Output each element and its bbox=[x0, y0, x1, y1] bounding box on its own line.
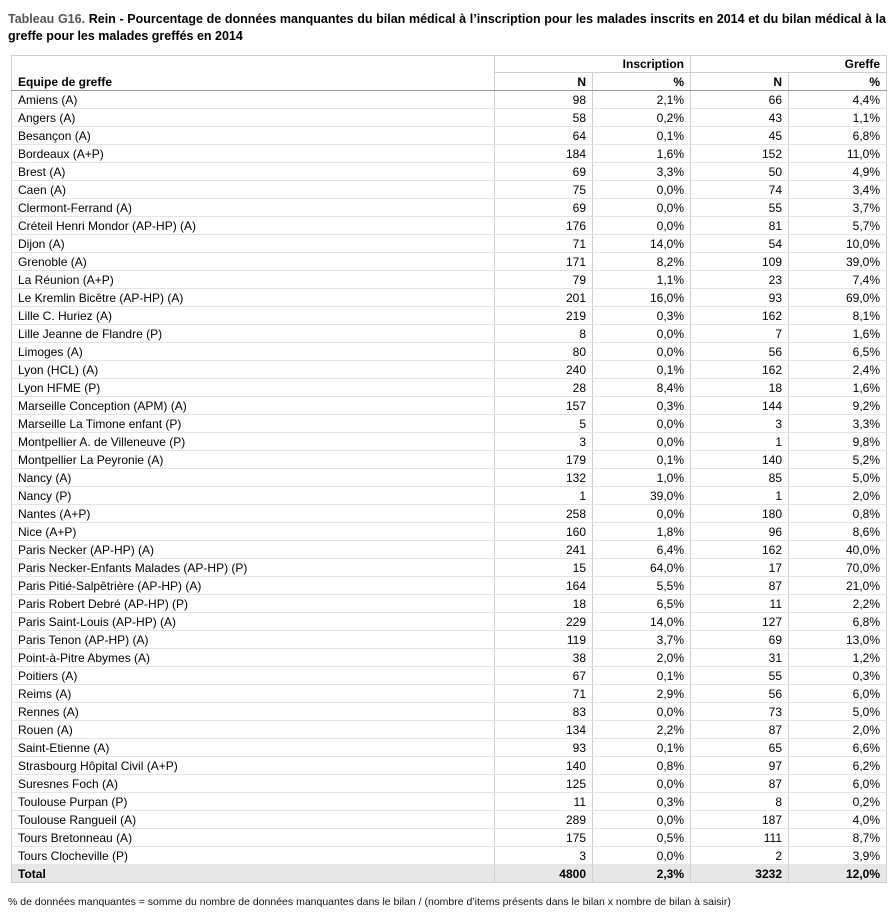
inscription-n-cell: 184 bbox=[495, 145, 593, 163]
greffe-pct-cell: 11,0% bbox=[789, 145, 887, 163]
greffe-n-cell: 1 bbox=[691, 487, 789, 505]
greffe-n-cell: 87 bbox=[691, 577, 789, 595]
greffe-pct-cell: 1,1% bbox=[789, 109, 887, 127]
inscription-pct-cell: 0,0% bbox=[593, 433, 691, 451]
greffe-n-cell: 87 bbox=[691, 775, 789, 793]
greffe-n-header: N bbox=[691, 73, 789, 91]
greffe-pct-cell: 4,0% bbox=[789, 811, 887, 829]
table-title bbox=[8, 11, 886, 45]
inscription-n-cell: 134 bbox=[495, 721, 593, 739]
greffe-n-cell: 69 bbox=[691, 631, 789, 649]
greffe-n-cell: 152 bbox=[691, 145, 789, 163]
table-row bbox=[12, 505, 887, 523]
team-name-cell: Amiens (A) bbox=[12, 91, 495, 109]
total-inscription-n: 4800 bbox=[495, 865, 593, 883]
team-name-cell: Angers (A) bbox=[12, 109, 495, 127]
team-name-cell: Tours Bretonneau (A) bbox=[12, 829, 495, 847]
team-name-cell: La Réunion (A+P) bbox=[12, 271, 495, 289]
greffe-n-cell: 56 bbox=[691, 343, 789, 361]
inscription-n-cell: 11 bbox=[495, 793, 593, 811]
table-row bbox=[12, 271, 887, 289]
inscription-n-cell: 98 bbox=[495, 91, 593, 109]
table-row bbox=[12, 487, 887, 505]
greffe-n-cell: 87 bbox=[691, 721, 789, 739]
team-name-cell: Paris Necker (AP-HP) (A) bbox=[12, 541, 495, 559]
inscription-n-cell: 1 bbox=[495, 487, 593, 505]
inscription-pct-cell: 6,4% bbox=[593, 541, 691, 559]
inscription-pct-cell: 0,0% bbox=[593, 505, 691, 523]
inscription-n-cell: 3 bbox=[495, 433, 593, 451]
inscription-pct-cell: 16,0% bbox=[593, 289, 691, 307]
inscription-pct-cell: 0,1% bbox=[593, 451, 691, 469]
inscription-pct-cell: 14,0% bbox=[593, 235, 691, 253]
greffe-pct-cell: 6,6% bbox=[789, 739, 887, 757]
greffe-n-cell: 31 bbox=[691, 649, 789, 667]
greffe-pct-cell: 8,6% bbox=[789, 523, 887, 541]
team-name-cell: Paris Necker-Enfants Malades (AP-HP) (P) bbox=[12, 559, 495, 577]
team-name-cell: Paris Tenon (AP-HP) (A) bbox=[12, 631, 495, 649]
inscription-n-cell: 132 bbox=[495, 469, 593, 487]
team-column-header: Equipe de greffe bbox=[12, 56, 495, 91]
team-name-cell: Poitiers (A) bbox=[12, 667, 495, 685]
greffe-pct-cell: 4,9% bbox=[789, 163, 887, 181]
table-row bbox=[12, 325, 887, 343]
greffe-pct-cell: 6,8% bbox=[789, 127, 887, 145]
greffe-pct-cell: 0,3% bbox=[789, 667, 887, 685]
inscription-n-cell: 241 bbox=[495, 541, 593, 559]
greffe-pct-cell: 9,8% bbox=[789, 433, 887, 451]
team-name-cell: Strasbourg Hôpital Civil (A+P) bbox=[12, 757, 495, 775]
table-row bbox=[12, 343, 887, 361]
inscription-n-cell: 119 bbox=[495, 631, 593, 649]
inscription-n-cell: 125 bbox=[495, 775, 593, 793]
team-name-cell: Paris Robert Debré (AP-HP) (P) bbox=[12, 595, 495, 613]
inscription-pct-cell: 1,1% bbox=[593, 271, 691, 289]
total-row bbox=[12, 865, 887, 883]
inscription-n-cell: 201 bbox=[495, 289, 593, 307]
inscription-n-cell: 3 bbox=[495, 847, 593, 865]
greffe-n-cell: 96 bbox=[691, 523, 789, 541]
table-row bbox=[12, 847, 887, 865]
inscription-pct-cell: 2,0% bbox=[593, 649, 691, 667]
table-row bbox=[12, 721, 887, 739]
greffe-n-cell: 8 bbox=[691, 793, 789, 811]
table-row bbox=[12, 253, 887, 271]
greffe-n-cell: 45 bbox=[691, 127, 789, 145]
table-row bbox=[12, 595, 887, 613]
table-row bbox=[12, 289, 887, 307]
greffe-pct-cell: 8,7% bbox=[789, 829, 887, 847]
inscription-pct-cell: 0,1% bbox=[593, 127, 691, 145]
table-row bbox=[12, 451, 887, 469]
team-name-cell: Limoges (A) bbox=[12, 343, 495, 361]
inscription-n-cell: 64 bbox=[495, 127, 593, 145]
inscription-n-cell: 289 bbox=[495, 811, 593, 829]
table-row bbox=[12, 361, 887, 379]
inscription-pct-cell: 39,0% bbox=[593, 487, 691, 505]
inscription-pct-cell: 1,8% bbox=[593, 523, 691, 541]
greffe-n-cell: 140 bbox=[691, 451, 789, 469]
inscription-pct-cell: 0,5% bbox=[593, 829, 691, 847]
team-name-cell: Point-à-Pitre Abymes (A) bbox=[12, 649, 495, 667]
team-name-cell: Reims (A) bbox=[12, 685, 495, 703]
greffe-pct-cell: 6,8% bbox=[789, 613, 887, 631]
greffe-n-cell: 7 bbox=[691, 325, 789, 343]
table-row bbox=[12, 613, 887, 631]
inscription-pct-cell: 0,0% bbox=[593, 199, 691, 217]
table-row bbox=[12, 739, 887, 757]
greffe-pct-cell: 6,5% bbox=[789, 343, 887, 361]
greffe-n-cell: 81 bbox=[691, 217, 789, 235]
inscription-pct-cell: 64,0% bbox=[593, 559, 691, 577]
inscription-pct-cell: 0,3% bbox=[593, 793, 691, 811]
inscription-pct-cell: 1,0% bbox=[593, 469, 691, 487]
greffe-n-cell: 18 bbox=[691, 379, 789, 397]
table-row bbox=[12, 667, 887, 685]
greffe-pct-cell: 21,0% bbox=[789, 577, 887, 595]
table-row bbox=[12, 811, 887, 829]
inscription-n-cell: 67 bbox=[495, 667, 593, 685]
team-name-cell: Rennes (A) bbox=[12, 703, 495, 721]
inscription-pct-cell: 0,0% bbox=[593, 847, 691, 865]
greffe-n-cell: 93 bbox=[691, 289, 789, 307]
table-row bbox=[12, 541, 887, 559]
greffe-pct-cell: 5,0% bbox=[789, 703, 887, 721]
team-name-cell: Brest (A) bbox=[12, 163, 495, 181]
greffe-pct-cell: 3,3% bbox=[789, 415, 887, 433]
inscription-n-cell: 83 bbox=[495, 703, 593, 721]
inscription-pct-cell: 0,3% bbox=[593, 307, 691, 325]
greffe-pct-cell: 70,0% bbox=[789, 559, 887, 577]
inscription-group-header: Inscription bbox=[495, 56, 691, 73]
greffe-n-cell: 162 bbox=[691, 541, 789, 559]
footnote: % de données manquantes = somme du nombre de données manquantes dans le bilan / (nombre d’items présents dans le bilan x nombre de bilan à saisir) bbox=[8, 896, 731, 908]
inscription-pct-cell: 0,1% bbox=[593, 361, 691, 379]
inscription-pct-cell: 0,0% bbox=[593, 775, 691, 793]
inscription-n-cell: 75 bbox=[495, 181, 593, 199]
table-row bbox=[12, 397, 887, 415]
inscription-n-cell: 79 bbox=[495, 271, 593, 289]
inscription-pct-cell: 2,9% bbox=[593, 685, 691, 703]
greffe-pct-cell: 2,2% bbox=[789, 595, 887, 613]
greffe-pct-cell: 3,9% bbox=[789, 847, 887, 865]
inscription-pct-cell: 2,2% bbox=[593, 721, 691, 739]
greffe-pct-cell: 3,7% bbox=[789, 199, 887, 217]
table-number: Tableau G16. bbox=[8, 12, 86, 26]
inscription-pct-cell: 8,2% bbox=[593, 253, 691, 271]
inscription-pct-cell: 0,0% bbox=[593, 703, 691, 721]
greffe-n-cell: 73 bbox=[691, 703, 789, 721]
greffe-n-cell: 111 bbox=[691, 829, 789, 847]
table-row bbox=[12, 307, 887, 325]
greffe-pct-cell: 1,2% bbox=[789, 649, 887, 667]
group-header-row bbox=[12, 56, 887, 73]
greffe-pct-cell: 3,4% bbox=[789, 181, 887, 199]
team-name-cell: Toulouse Rangueil (A) bbox=[12, 811, 495, 829]
team-name-cell: Suresnes Foch (A) bbox=[12, 775, 495, 793]
team-name-cell: Nice (A+P) bbox=[12, 523, 495, 541]
missing-data-table bbox=[11, 55, 887, 883]
inscription-n-cell: 179 bbox=[495, 451, 593, 469]
greffe-n-cell: 144 bbox=[691, 397, 789, 415]
greffe-n-cell: 2 bbox=[691, 847, 789, 865]
inscription-n-cell: 5 bbox=[495, 415, 593, 433]
table-row bbox=[12, 775, 887, 793]
inscription-pct-cell: 0,0% bbox=[593, 343, 691, 361]
team-name-cell: Lyon HFME (P) bbox=[12, 379, 495, 397]
inscription-pct-cell: 0,2% bbox=[593, 109, 691, 127]
table-row bbox=[12, 523, 887, 541]
table-row bbox=[12, 163, 887, 181]
inscription-n-cell: 175 bbox=[495, 829, 593, 847]
table-title-text: Rein - Pourcentage de données manquantes du bilan médical à l’inscription pour les malades inscrits en 2014 et du bilan médical à la greffe pour les malades greffés en 2014 bbox=[8, 12, 886, 43]
team-name-cell: Paris Saint-Louis (AP-HP) (A) bbox=[12, 613, 495, 631]
inscription-pct-cell: 0,0% bbox=[593, 325, 691, 343]
total-inscription-pct: 2,3% bbox=[593, 865, 691, 883]
inscription-n-cell: 229 bbox=[495, 613, 593, 631]
inscription-n-cell: 15 bbox=[495, 559, 593, 577]
inscription-pct-cell: 0,8% bbox=[593, 757, 691, 775]
inscription-pct-cell: 1,6% bbox=[593, 145, 691, 163]
greffe-pct-cell: 5,7% bbox=[789, 217, 887, 235]
greffe-pct-cell: 7,4% bbox=[789, 271, 887, 289]
greffe-n-cell: 56 bbox=[691, 685, 789, 703]
total-label: Total bbox=[12, 865, 495, 883]
table-row bbox=[12, 145, 887, 163]
table-row bbox=[12, 181, 887, 199]
greffe-pct-cell: 0,2% bbox=[789, 793, 887, 811]
team-name-cell: Grenoble (A) bbox=[12, 253, 495, 271]
team-name-cell: Clermont-Ferrand (A) bbox=[12, 199, 495, 217]
inscription-pct-cell: 14,0% bbox=[593, 613, 691, 631]
inscription-pct-cell: 3,3% bbox=[593, 163, 691, 181]
team-name-cell: Le Kremlin Bicêtre (AP-HP) (A) bbox=[12, 289, 495, 307]
greffe-pct-cell: 6,0% bbox=[789, 775, 887, 793]
greffe-pct-cell: 13,0% bbox=[789, 631, 887, 649]
team-name-cell: Dijon (A) bbox=[12, 235, 495, 253]
greffe-pct-cell: 6,2% bbox=[789, 757, 887, 775]
greffe-pct-cell: 5,0% bbox=[789, 469, 887, 487]
greffe-n-cell: 97 bbox=[691, 757, 789, 775]
table-row bbox=[12, 577, 887, 595]
greffe-pct-cell: 5,2% bbox=[789, 451, 887, 469]
greffe-pct-cell: 2,0% bbox=[789, 487, 887, 505]
inscription-n-cell: 71 bbox=[495, 685, 593, 703]
greffe-n-cell: 187 bbox=[691, 811, 789, 829]
inscription-n-cell: 157 bbox=[495, 397, 593, 415]
team-name-cell: Lille C. Huriez (A) bbox=[12, 307, 495, 325]
inscription-pct-cell: 8,4% bbox=[593, 379, 691, 397]
inscription-n-cell: 176 bbox=[495, 217, 593, 235]
table-row bbox=[12, 703, 887, 721]
team-name-cell: Rouen (A) bbox=[12, 721, 495, 739]
greffe-n-cell: 54 bbox=[691, 235, 789, 253]
inscription-pct-cell: 0,1% bbox=[593, 739, 691, 757]
inscription-pct-cell: 0,0% bbox=[593, 217, 691, 235]
table-row bbox=[12, 559, 887, 577]
greffe-n-cell: 180 bbox=[691, 505, 789, 523]
inscription-n-cell: 171 bbox=[495, 253, 593, 271]
greffe-pct-cell: 2,0% bbox=[789, 721, 887, 739]
inscription-pct-cell: 5,5% bbox=[593, 577, 691, 595]
inscription-pct-cell: 0,3% bbox=[593, 397, 691, 415]
greffe-pct-cell: 8,1% bbox=[789, 307, 887, 325]
total-greffe-pct: 12,0% bbox=[789, 865, 887, 883]
team-name-cell: Lille Jeanne de Flandre (P) bbox=[12, 325, 495, 343]
greffe-n-cell: 43 bbox=[691, 109, 789, 127]
inscription-n-cell: 71 bbox=[495, 235, 593, 253]
team-name-cell: Besançon (A) bbox=[12, 127, 495, 145]
table-row bbox=[12, 109, 887, 127]
inscription-n-cell: 219 bbox=[495, 307, 593, 325]
table-row bbox=[12, 793, 887, 811]
greffe-pct-cell: 1,6% bbox=[789, 379, 887, 397]
inscription-pct-cell: 0,0% bbox=[593, 181, 691, 199]
table-row bbox=[12, 433, 887, 451]
greffe-pct-cell: 9,2% bbox=[789, 397, 887, 415]
inscription-pct-cell: 0,0% bbox=[593, 811, 691, 829]
inscription-n-cell: 58 bbox=[495, 109, 593, 127]
total-greffe-n: 3232 bbox=[691, 865, 789, 883]
greffe-n-cell: 3 bbox=[691, 415, 789, 433]
inscription-n-cell: 258 bbox=[495, 505, 593, 523]
inscription-pct-cell: 0,0% bbox=[593, 415, 691, 433]
greffe-pct-cell: 10,0% bbox=[789, 235, 887, 253]
greffe-n-cell: 85 bbox=[691, 469, 789, 487]
team-name-cell: Caen (A) bbox=[12, 181, 495, 199]
greffe-pct-cell: 39,0% bbox=[789, 253, 887, 271]
inscription-pct-cell: 3,7% bbox=[593, 631, 691, 649]
greffe-n-cell: 17 bbox=[691, 559, 789, 577]
greffe-pct-header: % bbox=[789, 73, 887, 91]
inscription-n-cell: 18 bbox=[495, 595, 593, 613]
inscription-n-cell: 28 bbox=[495, 379, 593, 397]
team-name-cell: Montpellier La Peyronie (A) bbox=[12, 451, 495, 469]
greffe-pct-cell: 1,6% bbox=[789, 325, 887, 343]
inscription-n-cell: 240 bbox=[495, 361, 593, 379]
greffe-n-cell: 74 bbox=[691, 181, 789, 199]
inscription-n-cell: 93 bbox=[495, 739, 593, 757]
table-row bbox=[12, 829, 887, 847]
greffe-n-cell: 55 bbox=[691, 199, 789, 217]
table-row bbox=[12, 127, 887, 145]
greffe-n-cell: 66 bbox=[691, 91, 789, 109]
team-name-cell: Montpellier A. de Villeneuve (P) bbox=[12, 433, 495, 451]
inscription-n-cell: 164 bbox=[495, 577, 593, 595]
table-row bbox=[12, 91, 887, 109]
greffe-pct-cell: 40,0% bbox=[789, 541, 887, 559]
inscription-pct-cell: 0,1% bbox=[593, 667, 691, 685]
table-row bbox=[12, 199, 887, 217]
greffe-n-cell: 55 bbox=[691, 667, 789, 685]
greffe-n-cell: 109 bbox=[691, 253, 789, 271]
greffe-n-cell: 162 bbox=[691, 307, 789, 325]
team-name-cell: Nancy (A) bbox=[12, 469, 495, 487]
inscription-pct-header: % bbox=[593, 73, 691, 91]
greffe-pct-cell: 0,8% bbox=[789, 505, 887, 523]
team-name-cell: Paris Pitié-Salpêtrière (AP-HP) (A) bbox=[12, 577, 495, 595]
inscription-n-cell: 140 bbox=[495, 757, 593, 775]
table-body bbox=[12, 91, 887, 865]
greffe-pct-cell: 6,0% bbox=[789, 685, 887, 703]
team-name-cell: Créteil Henri Mondor (AP-HP) (A) bbox=[12, 217, 495, 235]
greffe-n-cell: 1 bbox=[691, 433, 789, 451]
inscription-pct-cell: 6,5% bbox=[593, 595, 691, 613]
table-row bbox=[12, 379, 887, 397]
inscription-n-header: N bbox=[495, 73, 593, 91]
team-name-cell: Lyon (HCL) (A) bbox=[12, 361, 495, 379]
table-row bbox=[12, 235, 887, 253]
greffe-n-cell: 127 bbox=[691, 613, 789, 631]
team-name-cell: Nancy (P) bbox=[12, 487, 495, 505]
greffe-n-cell: 23 bbox=[691, 271, 789, 289]
table-row bbox=[12, 631, 887, 649]
inscription-pct-cell: 2,1% bbox=[593, 91, 691, 109]
inscription-n-cell: 80 bbox=[495, 343, 593, 361]
team-name-cell: Nantes (A+P) bbox=[12, 505, 495, 523]
greffe-group-header: Greffe bbox=[691, 56, 887, 73]
greffe-n-cell: 50 bbox=[691, 163, 789, 181]
greffe-pct-cell: 4,4% bbox=[789, 91, 887, 109]
greffe-n-cell: 162 bbox=[691, 361, 789, 379]
inscription-n-cell: 69 bbox=[495, 163, 593, 181]
inscription-n-cell: 8 bbox=[495, 325, 593, 343]
inscription-n-cell: 69 bbox=[495, 199, 593, 217]
team-name-cell: Tours Clocheville (P) bbox=[12, 847, 495, 865]
team-name-cell: Marseille La Timone enfant (P) bbox=[12, 415, 495, 433]
inscription-n-cell: 160 bbox=[495, 523, 593, 541]
table-row bbox=[12, 415, 887, 433]
table-row bbox=[12, 757, 887, 775]
inscription-n-cell: 38 bbox=[495, 649, 593, 667]
table-row bbox=[12, 649, 887, 667]
greffe-n-cell: 11 bbox=[691, 595, 789, 613]
table-row bbox=[12, 685, 887, 703]
greffe-pct-cell: 2,4% bbox=[789, 361, 887, 379]
team-name-cell: Bordeaux (A+P) bbox=[12, 145, 495, 163]
team-name-cell: Saint-Etienne (A) bbox=[12, 739, 495, 757]
greffe-n-cell: 65 bbox=[691, 739, 789, 757]
table-row bbox=[12, 217, 887, 235]
team-name-cell: Toulouse Purpan (P) bbox=[12, 793, 495, 811]
team-name-cell: Marseille Conception (APM) (A) bbox=[12, 397, 495, 415]
greffe-pct-cell: 69,0% bbox=[789, 289, 887, 307]
table-row bbox=[12, 469, 887, 487]
